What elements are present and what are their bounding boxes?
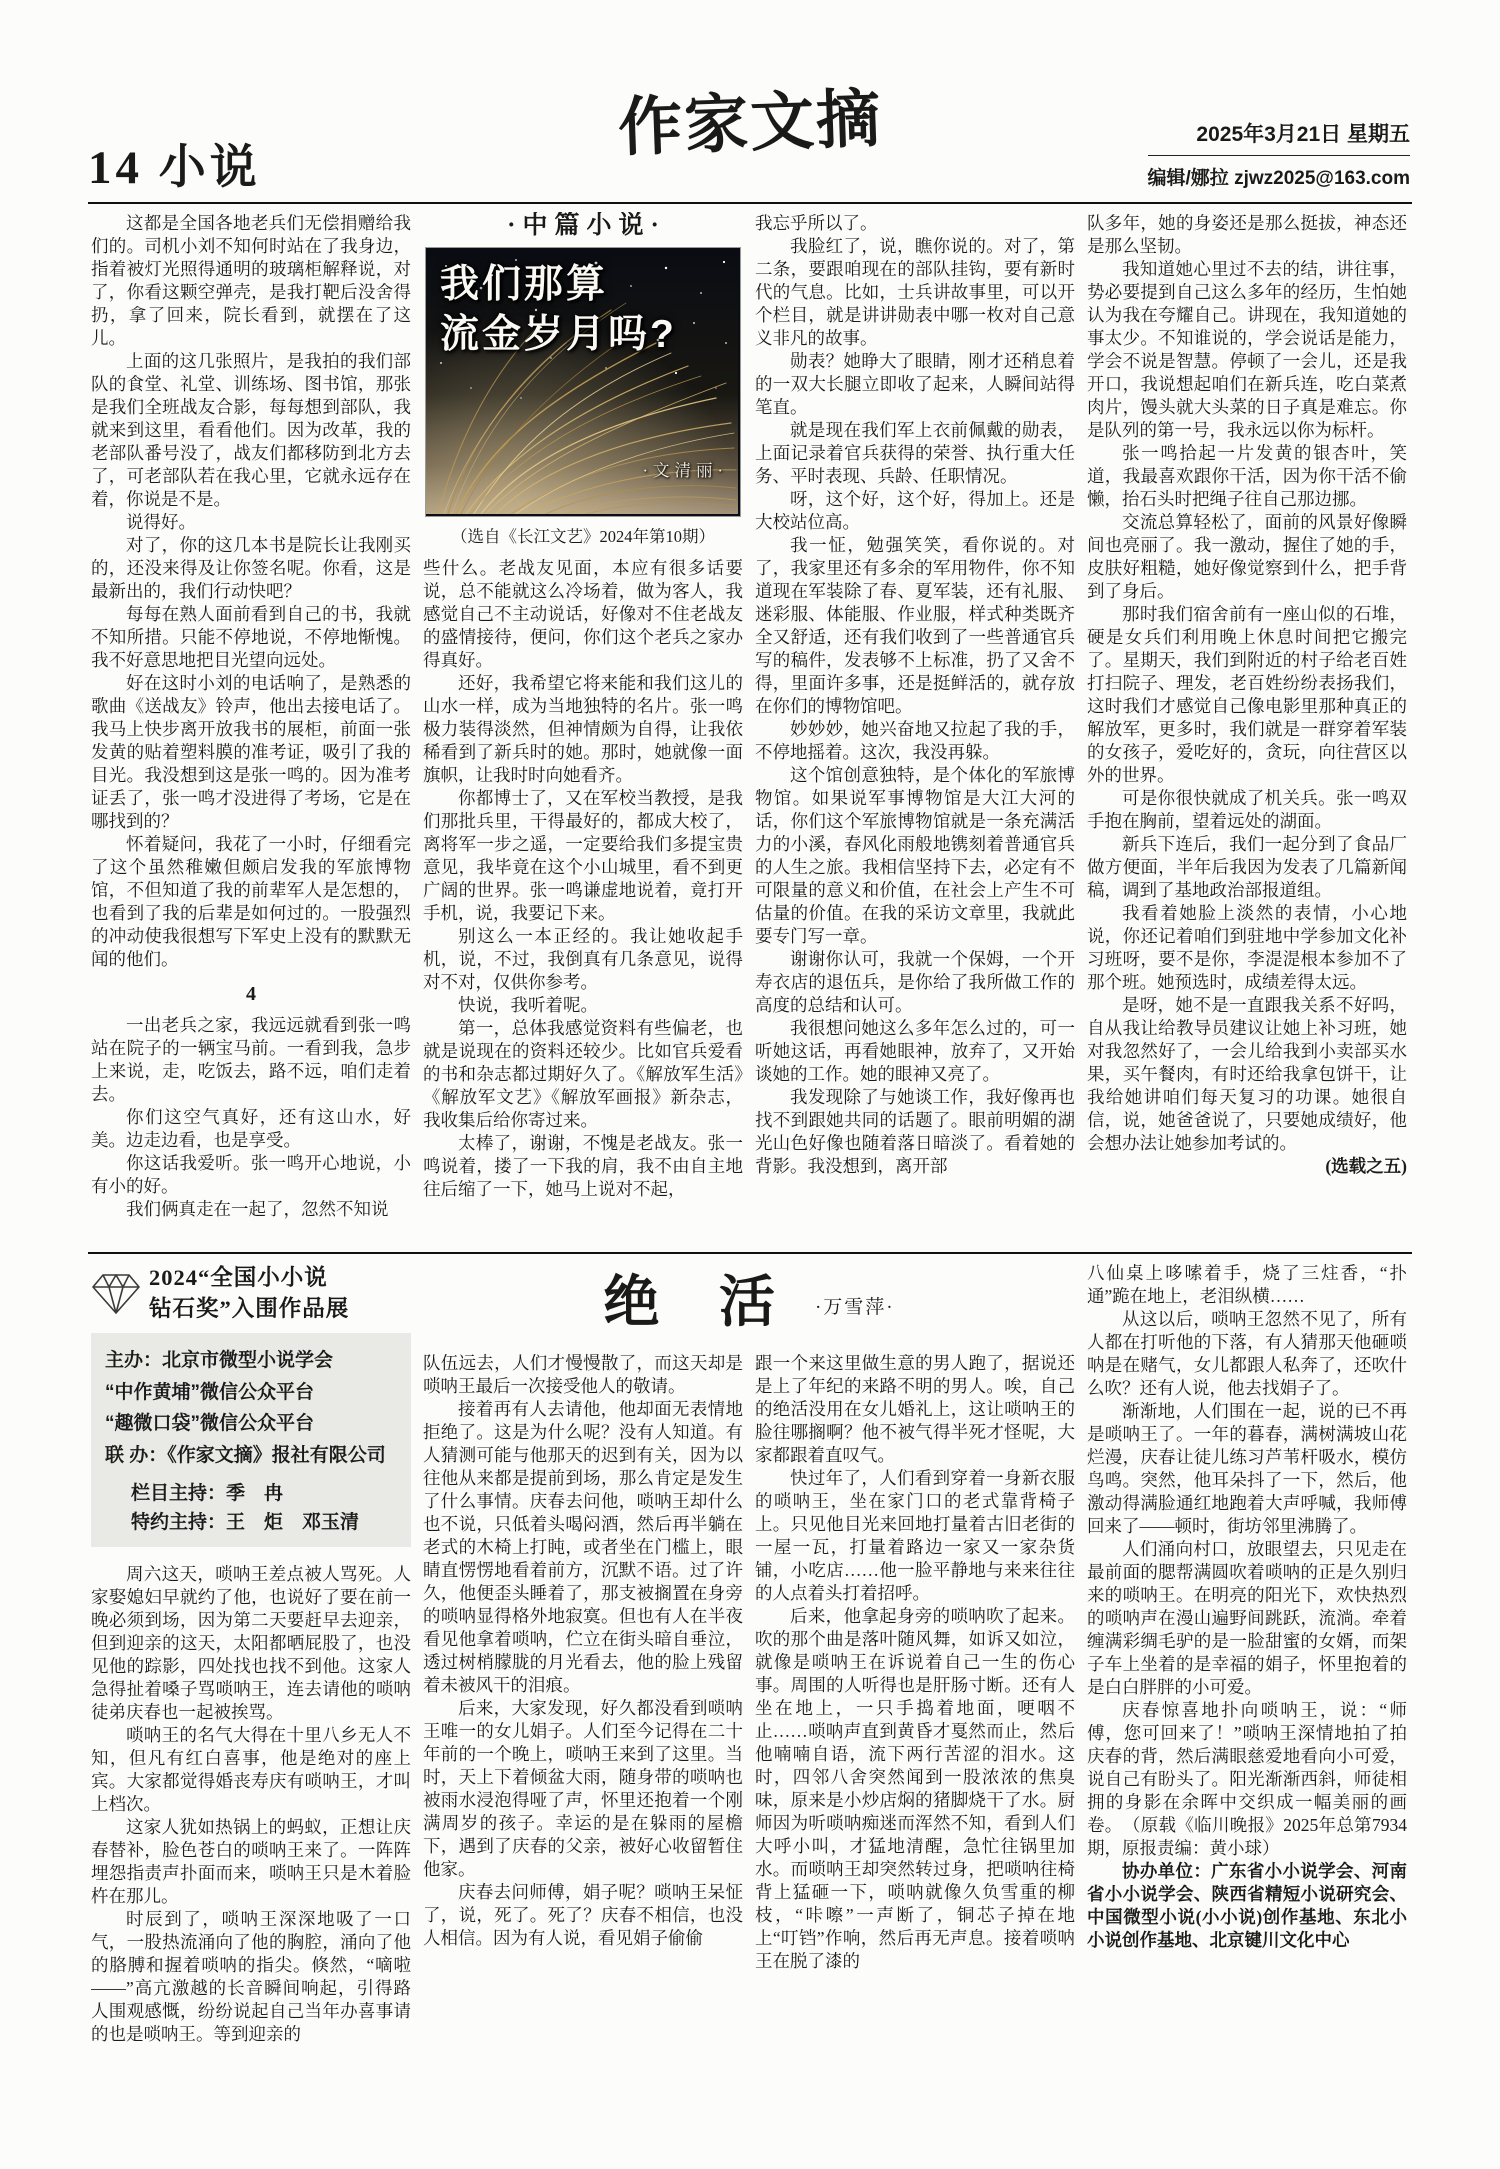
paragraph: 上面的这几张照片，是我拍的我们部队的食堂、礼堂、训练场、图书馆，那张是我们全班战友合影，每每想到部队，我就来到这里，看看他们。因为改革，我的老部队番号没了，战友们都移防到北方去了，可老部队若在我心里，它就永远存在着，你说是不是。 (91, 351, 411, 509)
list-item: “中作黄埔”微信公众平台 (105, 1381, 315, 1403)
feature-column-1 (91, 212, 411, 1250)
list-item: 主办：北京市微型小说学会 (105, 1350, 334, 1371)
paragraph: 你都博士了，又在军校当教授，是我们那批兵里，干得最好的，都成大校了，离将军一步之遥，一定要给我们多提宝贵意见，我毕竟在这个小山城里，看不到更广阔的世界。张一鸣谦虚地说着，竟打开手机，说，我要记下来。 (423, 788, 743, 923)
list-item: 联 办：《作家文摘》报社有限公司 (105, 1444, 386, 1466)
paragraph: 后来，大家发现，好久都没看到唢呐王唯一的女儿娟子。人们至今记得在二十年前的一个晚上，唢呐王来到了这里。当时，天上下着倾盆大雨，随身带的唢呐也被雨水浸泡得哑了声，怀里还抱着一个刚满周岁的孩子。幸运的是在躲雨的屋檐下，遇到了庆春的父亲，被好心收留暂住他家。 (423, 1698, 743, 1879)
paragraph: 我知道她心里过不去的结，讲往事，势必要提到自己这么多年的经历，生怕她认为我在夸耀自己。讲现在，我知道她的事太少。不知谁说的，学会说话是能力，学会不说是智慧。停顿了一会儿，还是我开口，我说想起咱们在新兵连，吃白菜煮肉片，馒头就大头菜的日子真是难忘。你是队列的第一号，我永远以你为标杆。 (1087, 259, 1407, 440)
story-column-2 (423, 1352, 743, 2052)
paragraph: 协办单位：广东省小小说学会、河南省小小说学会、陕西省精短小说研究会、中国微型小说(小小说)创作基地、东北小小说创作基地、北京键川文化中心 (1087, 1861, 1407, 1950)
paragraph: 些什么。老战友见面，本应有很多话要说，总不能就这么冷场着，做为客人，我感觉自己不主动说话，好像对不住老战友的盛情接待，便问，你们这个老兵之家办得真好。 (423, 558, 743, 670)
editor-contact: 编辑/娜拉 zjwz2025@163.com (1147, 168, 1410, 189)
paragraph: 我一怔，勉强笑笑，看你说的。对了，我家里还有多余的军用物件，你不知道现在军装除了春、夏军装，还有礼服、迷彩服、体能服、作业服，样式种类既齐全又舒适，还有我们收到了一些普通官兵写的稿件，发表够不上标准，扔了又舍不得，里面许多事，还是挺鲜活的，就存放在你们的博物馆吧。 (755, 535, 1075, 716)
paragraph: 接着再有人去请他，他却面无表情地拒绝了。这是为什么呢？没有人知道。有人猜测可能与他那天的迟到有关，因为以往他从来都是提前到场，那么肯定是发生了什么事情。庆春去问他，唢呐王却什么也不说，只低着头喝闷酒，然后再半躺在老式的木椅上打盹，或者坐在门槛上，眼睛直愣愣地看着前方，沉默不语。过了许久，他便歪头睡着了，那支被搁置在身旁的唢呐显得格外地寂寞。但也有人在半夜看见他拿着唢呐，伫立在街头暗自垂泣，透过树梢朦胧的月光看去，他的脸上残留着未被风干的泪痕。 (423, 1399, 743, 1695)
paragraph: 勋表？她睁大了眼睛，刚才还稍息着的一双大长腿立即收了起来，人瞬间站得笔直。 (755, 351, 1075, 417)
paragraph: 张一鸣拾起一片发黄的银杏叶，笑道，我最喜欢跟你干活，因为你干活不偷懒，抬石头时把绳子往自己那边挪。 (1087, 443, 1407, 509)
feature-column-4 (1087, 212, 1407, 1250)
paragraph: 这家人犹如热锅上的蚂蚁，正想让庆春替补，脸色苍白的唢呐王来了。一阵阵埋怨指责声扑面而来，唢呐王只是木着脸杵在那儿。 (91, 1817, 411, 1906)
list-item: 特约主持：王 炬 邓玉清 (131, 1512, 360, 1533)
paragraph: 每每在熟人面前看到自己的书，我就不知所措。只能不停地说，不停地惭愧。我不好意思地把目光望向远处。 (91, 604, 411, 670)
paragraph: 我看着她脸上淡然的表情，小心地说，你还记着咱们到驻地中学参加文化补习班呀，要不是你，李湜湜根本参加不了那个班。她预选时，成绩差得太远。 (1087, 903, 1407, 992)
feature-title-line2: 流金岁月吗? (440, 313, 677, 356)
source-caption: （选自《长江文艺》2024年第10期） (451, 527, 715, 546)
feature-column-2 (423, 212, 743, 1250)
paragraph: 别这么一本正经的。我让她收起手机，说，不过，我倒真有几条意见，说得对不对，仅供你参考。 (423, 926, 743, 992)
paragraph: 队多年，她的身姿还是那么挺拔，神态还是那么坚韧。 (1087, 213, 1407, 256)
paragraph: 人们涌向村口，放眼望去，只见走在最前面的腮帮满圆吹着唢呐的正是久别归来的唢呐王。在明亮的阳光下，欢快热烈的唢呐声在漫山遍野间跳跃，流淌。牵着缠满彩绸毛驴的是一脸甜蜜的女婿，而架子车上坐着的是幸福的娟子，怀里抱着的是白白胖胖的小可爱。 (1087, 1539, 1407, 1697)
paragraph: 周六这天，唢呐王差点被人骂死。人家娶媳妇早就约了他，也说好了要在前一晚必须到场，因为第二天要赶早去迎亲，但到迎亲的这天，太阳都晒屁股了，也没见他的踪影，四处找也找不到他。这家人急得扯着嗓子骂唢呐王，连去请他的唢呐徒弟庆春也一起被挨骂。 (91, 1564, 411, 1722)
paragraph: 还好，我希望它将来能和我们这儿的山水一样，成为当地独特的名片。张一鸣极力装得淡然，但神情颇为自得，让我依稀看到了新兵时的她。那时，她就像一面旗帜，让我时时向她看齐。 (423, 673, 743, 785)
header-right (1148, 118, 1410, 190)
paragraph: 唢呐王的名气大得在十里八乡无人不知，但凡有红白喜事，他是绝对的座上宾。大家都觉得婚丧寿庆有唢呐王，才叫上档次。 (91, 1725, 411, 1814)
feature-title-overlay (440, 260, 677, 360)
paragraph: 就是现在我们军上衣前佩戴的勋表，上面记录着官兵获得的荣誉、执行重大任务、平时表现、兵龄、任职情况。 (755, 420, 1075, 486)
paragraph: 庆春去问师傅，娟子呢？唢呐王呆怔了，说，死了。死了？庆春不相信，也没人相信。因为有人说，看见娟子偷偷 (423, 1882, 743, 1948)
list-item: 栏目主持：季 冉 (131, 1483, 284, 1504)
story-author: ·万雪萍· (814, 1296, 895, 1318)
paragraph: 快说，我听着呢。 (458, 995, 598, 1015)
award-org-lines (105, 1345, 399, 1471)
paragraph: 快过年了，人们看到穿着一身新衣服的唢呐王，坐在家门口的老式靠背椅子上。只见他目光来回地打量着古旧老街的一屋一瓦，打量着路边一家又一家杂货铺，小吃店……他一脸平静地与来来往往的人点着头打着招呼。 (755, 1468, 1075, 1603)
award-announcement-box (91, 1262, 411, 1547)
paragraph: 我发现除了与她谈工作，我好像再也找不到跟她共同的话题了。眼前明媚的湖光山色好像也随着落日暗淡了。看着她的背影。我没想到，离开部 (755, 1087, 1075, 1176)
paragraph: 第一，总体我感觉资料有些偏老，也就是说现在的资料还较少。比如官兵爱看的书和杂志都过期好久了。《解放军生活》《解放军文艺》《解放军画报》新杂志，我收集后给你寄过来。 (423, 1018, 743, 1130)
header-rule (88, 202, 1412, 204)
paragraph: 渐渐地，人们围在一起，说的已不再是唢呐王了。一年的暮春，满树满坡山花烂漫，庆春让徒儿练习芦苇杆吸水，模仿鸟鸣。突然，他耳朵抖了一下，然后，他激动得满脸通红地跑着大声呼喊，我师傅回来了——顿时，街坊邻里沸腾了。 (1087, 1401, 1407, 1536)
page-number-section: 14 小说 (88, 142, 261, 194)
paragraph: 好在这时小刘的电话响了，是熟悉的歌曲《送战友》铃声，他出去接电话了。我马上快步离开放我书的展柜，前面一张发黄的贴着塑料膜的准考证，吸引了我的目光。我没想到这是张一鸣的。因为准考证丢了，张一鸣才没进得了考场，它是在哪找到的？ (91, 673, 411, 831)
award-panel (91, 1333, 411, 1547)
paragraph: (选载之五) (1325, 1156, 1407, 1176)
story-title-block (423, 1258, 1075, 1338)
list-item: “趣微口袋”微信公众平台 (105, 1413, 315, 1434)
paragraph: 这都是全国各地老兵们无偿捐赠给我们的。司机小刘不知何时站在了我身边，指着被灯光照得通明的玻璃柜解释说，对了，你看这颗空弹壳，是我打靶后没舍得扔，拿了回来，院长看到，就摆在了这儿。 (91, 213, 411, 348)
story-column-1-text (91, 1563, 411, 2046)
award-title (149, 1262, 349, 1324)
paragraph: 我们俩真走在一起了，忽然不知说 (126, 1199, 389, 1219)
paragraph: 你们这空气真好，还有这山水，好美。边走边看，也是享受。 (91, 1107, 411, 1150)
paragraph: 新兵下连后，我们一起分到了食品厂做方便面，半年后我因为发表了几篇新闻稿，调到了基地政治部报道组。 (1087, 834, 1407, 900)
award-host-lines (105, 1479, 399, 1537)
paragraph: 这个馆创意独特，是个体化的军旅博物馆。如果说军事博物馆是大江大河的话，你们这个军旅博物馆就是一条充满活力的小溪，春风化雨般地镌刻着普通官兵的人生之旅。我相信坚持下去，必定有不可限量的意义和价值，在社会上产生不可估量的价值。在我的采访文章里，我就此要专门写一章。 (755, 765, 1075, 946)
feature-column-2-text (423, 557, 743, 1201)
paragraph: 我很想问她这么多年怎么过的，可一听她这话，再看她眼神，放弃了，又开始谈她的工作。她的眼神又亮了。 (755, 1018, 1075, 1084)
paragraph: 庆春惊喜地扑向唢呐王，说：“师傅，您可回来了！”唢呐王深情地拍了拍庆春的背，然后满眼慈爱地看向小可爱，说自己有盼头了。阳光渐渐西斜，师徒相拥的身影在余晖中交织成一幅美丽的画卷。 （原载《临川晚报》2025年总第7934期，原报责编：黄小球） (1087, 1700, 1407, 1858)
award-title-line2: 钻石奖”入围作品展 (149, 1296, 350, 1321)
paragraph: 我忘乎所以了。 (755, 213, 878, 233)
feature-title-line1: 我们那算 (440, 263, 609, 306)
paragraph: 你这话我爱听。张一鸣开心地说，小有小的好。 (91, 1153, 411, 1196)
paragraph: 八仙桌上哆嗦着手，烧了三炷香，“扑通”跪在地上，老泪纵横…… (1087, 1263, 1407, 1306)
paragraph: 对了，你的这几本书是院长让我刚买的，还没来得及让你签名呢。你看，这是最新出的，我们行动快吧？ (91, 535, 411, 601)
paragraph: 跟一个来这里做生意的男人跑了，据说还是上了年纪的来路不明的男人。唉，自己的绝活没用在女儿婚礼上，这让唢呐王的脸往哪搁啊？他不被气得半死才怪呢，大家都跟着直叹气。 (755, 1353, 1075, 1465)
award-head (91, 1262, 411, 1324)
genre-kicker: ·中篇小说· (507, 212, 666, 239)
paragraph: 说得好。 (126, 512, 196, 532)
paragraph: 可是你很快就成了机关兵。张一鸣双手抱在胸前，望着远处的湖面。 (1087, 788, 1407, 831)
paragraph: 队伍远去，人们才慢慢散了，而这天却是唢呐王最后一次接受他人的敬请。 (423, 1353, 743, 1396)
paragraph: 我脸红了，说，瞧你说的。对了，第二条，要跟咱现在的部队挂钩，要有新时代的气息。比如，士兵讲故事里，可以开个栏目，就是讲讲勋表中哪一枚对自己意义非凡的故事。 (755, 236, 1075, 348)
feature-illustration (425, 247, 741, 517)
paragraph: 妙妙妙，她兴奋地又拉起了我的手，不停地摇着。这次，我没再躲。 (755, 719, 1075, 762)
section-divider (88, 1252, 1412, 1254)
paragraph: 交流总算轻松了，面前的风景好像瞬间也亮丽了。我一激动，握住了她的手，皮肤好粗糙，她好像觉察到什么，把手背到了身后。 (1087, 512, 1407, 601)
story-column-1 (91, 1262, 411, 2142)
story-column-3 (755, 1352, 1075, 2052)
masthead-title: 作家文摘 (616, 81, 884, 166)
feature-author: ·文清丽· (642, 461, 728, 480)
paragraph: 呀，这个好，这个好，得加上。还是大校站位高。 (755, 489, 1075, 532)
story-column-4 (1087, 1262, 1407, 2102)
paragraph: 4 (246, 983, 256, 1005)
paragraph: 时辰到了，唢呐王深深地吸了一口气，一股热流涌向了他的胸腔，涌向了他的胳膊和握着唢呐的指尖。倏然，“嘀啦——”高亢激越的长音瞬间响起，引得路人围观感慨，纷纷说起自己当年办喜事请的也是唢呐王。等到迎亲的 (91, 1909, 411, 2044)
paragraph: 谢谢你认可，我就一个保姆，一个开寿衣店的退伍兵，是你给了我所做工作的高度的总结和认可。 (755, 949, 1075, 1015)
paragraph: 从这以后，唢呐王忽然不见了，所有人都在打听他的下落，有人猜那天他砸唢呐是在赌气，女儿都跟人私奔了，还吹什么吹？还有人说，他去找娟子了。 (1087, 1309, 1407, 1398)
paragraph: 一出老兵之家，我远远就看到张一鸣站在院子的一辆宝马前。一看到我，急步上来说，走，吃饭去，路不远，咱们走着去。 (91, 1015, 411, 1104)
story-title: 绝 活 (603, 1270, 797, 1333)
paragraph: 太棒了，谢谢，不愧是老战友。张一鸣说着，搂了一下我的肩，我不由自主地往后缩了一下，她马上说对不起， (423, 1133, 743, 1199)
paragraph: 怀着疑问，我花了一小时，仔细看完了这个虽然稚嫩但颇启发我的军旅博物馆，不但知道了我的前辈军人是怎想的，也看到了我的后辈是如何过的。一股强烈的冲动使我很想写下军史上没有的默默无闻的他们。 (91, 834, 411, 969)
award-title-line1: 2024“全国小小说 (149, 1265, 328, 1290)
paragraph: 是呀，她不是一直跟我关系不好吗，自从我让给教导员建议让她上补习班，她对我忽然好了，一会儿给我到小卖部买水果，买午餐肉，有时还给我拿包饼干，让我给她讲咱们每天复习的功课。她很自信，说，她爸爸说了，只要她成绩好，他会想办法让她参加考试的。 (1087, 995, 1407, 1153)
paragraph: 后来，他拿起身旁的唢呐吹了起来。吹的那个曲是落叶随风舞，如诉又如泣，就像是唢呐王在诉说着自己一生的伤心事。周围的人听得也是肝肠寸断。还有人坐在地上，一只手捣着地面，哽咽不止……唢呐声直到黄昏才戛然而止，然后他喃喃自语，流下两行苦涩的泪水。这时，四邻八舍突然闻到一股浓浓的焦臭味，原来是小炒店焖的猪脚烧干了水。厨师因为听唢呐痴迷而浑然不知，看到人们大呼小叫，才猛地清醒，急忙往锅里加水。而唢呐王却突然转过身，把唢呐往椅背上猛砸一下，唢呐就像久负雪重的柳枝，“咔嚓”一声断了，铜芯子掉在地上“叮铛”作响，然后再无声息。接着唢呐王在脱了漆的 (755, 1606, 1075, 1971)
paragraph: 那时我们宿舍前有一座山似的石堆，硬是女兵们利用晚上休息时间把它搬完了。星期天，我们到附近的村子给老百姓打扫院子、理发，老百姓纷纷表扬我们，这时我们才感觉自己像电影里那种真正的解放军，更多时，我们就是一群穿着军装的女孩子，爱吃好的，贪玩，向往营区以外的世界。 (1087, 604, 1407, 785)
feature-column-3 (755, 212, 1075, 1250)
issue-date: 2025年3月21日 星期五 (1148, 118, 1410, 156)
diamond-icon (91, 1271, 141, 1315)
